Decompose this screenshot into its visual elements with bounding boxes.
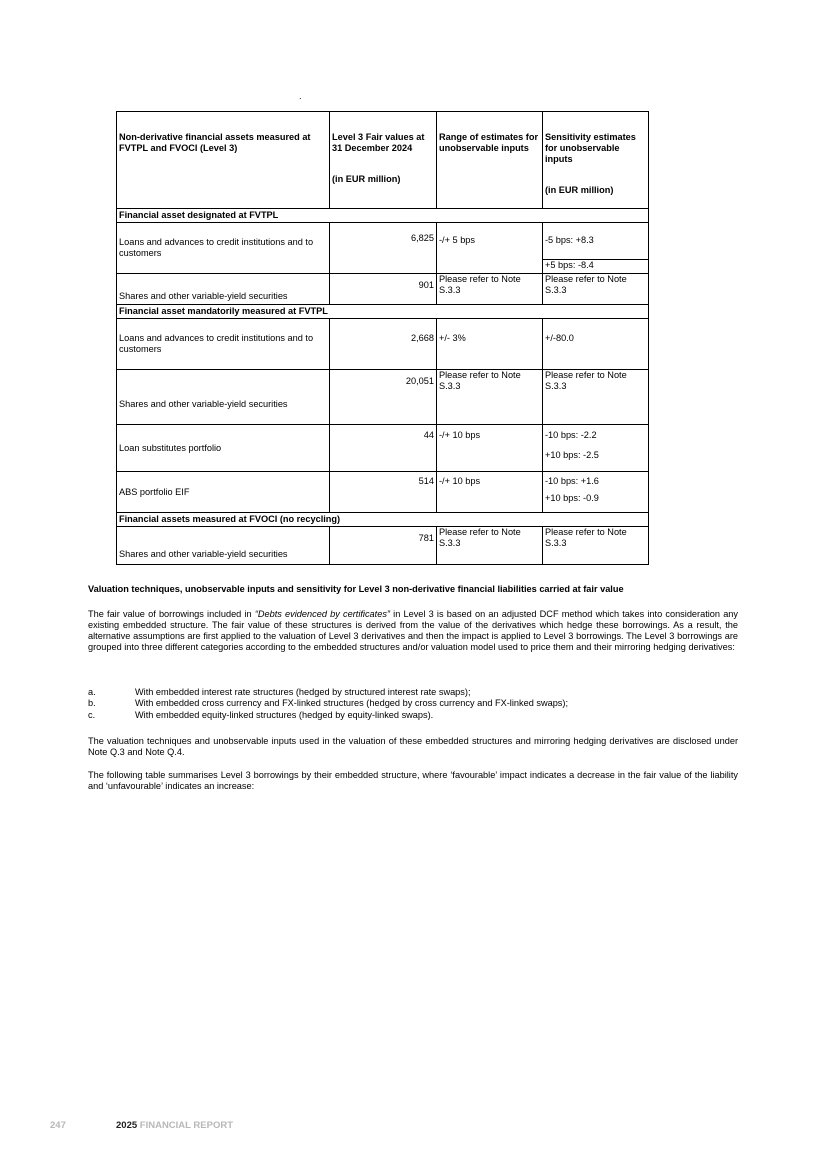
table-row: Shares and other variable-yield securities 20,051 Please refer to Note S.3.3 Please refer to Note S.3.3 (117, 370, 649, 425)
header-sensitivity: Sensitivity estimates for unobservable inputs (in EUR million) (543, 112, 649, 209)
list-item: a. With embedded interest rate structures (hedged by structured interest rate swaps); (88, 687, 471, 697)
stray-dot: . (299, 91, 302, 101)
level3-assets-table (116, 111, 649, 565)
sensitivity-pair: -10 bps: -2.2 +10 bps: -2.5 (543, 425, 649, 472)
list-item: c. With embedded equity-linked structures (hedged by equity-linked swaps). (88, 710, 434, 720)
section-row: Financial asset designated at FVTPL (117, 209, 649, 223)
list-item: b. With embedded cross currency and FX-linked structures (hedged by cross currency and FX-linked swaps); (88, 698, 569, 708)
table-row: Loans and advances to credit institutions and to customers 6,825 -/+ 5 bps -5 bps: +8.3 (117, 223, 649, 260)
header-asset-type: Non-derivative financial assets measured at FVTPL and FVOCI (Level 3) (117, 112, 330, 209)
table-row: Loans and advances to credit institutions and to customers 2,668 +/- 3% +/-80.0 (117, 319, 649, 370)
table-row: +5 bps: -8.4 (117, 260, 649, 274)
page-number: 247 (50, 1120, 66, 1131)
section-heading: Valuation techniques, unobservable inputs and sensitivity for Level 3 non-derivative financial liabilities carried at fair value (88, 584, 624, 594)
paragraph-valuation: The valuation techniques and unobservable inputs used in the valuation of these embedded structures and mirroring hedging derivatives are disclosed under Note Q.3 and Note Q.4. (88, 736, 738, 757)
header-range: Range of estimates for unobservable inputs (437, 112, 543, 209)
table-row: Shares and other variable-yield securities 781 Please refer to Note S.3.3 Please refer to Note S.3.3 (117, 527, 649, 565)
sensitivity-pair: -10 bps: +1.6 +10 bps: -0.9 (543, 472, 649, 513)
table-header-row (117, 112, 649, 209)
section-row: Financial assets measured at FVOCI (no recycling) (117, 513, 649, 527)
table-row: Shares and other variable-yield securities 901 Please refer to Note S.3.3 Please refer to Note S.3.3 (117, 274, 649, 305)
header-fair-value: Level 3 Fair values at 31 December 2024 (in EUR million) (330, 112, 437, 209)
paragraph-debts: The fair value of borrowings included in “Debts evidenced by certificates” in Level 3 is based on an adjusted DCF method which takes into consideration any existing embedded structure. The fair value of these structures is derived from the value of the derivatives which hedge these borrowings. As a result, the alternative assumptions are first applied to the valuation of Level 3 derivatives and then the impact is applied to Level 3 borrowings. The Level 3 borrowings are grouped into three different categories according to the embedded structures and/or valuation model used to price them and their mirroring hedging derivatives: (88, 609, 739, 652)
table-row: Loan substitutes portfolio 44 -/+ 10 bps -10 bps: -2.2 +10 bps: -2.5 (117, 425, 649, 472)
section-row: Financial asset mandatorily measured at FVTPL (117, 305, 649, 319)
paragraph-summary: The following table summarises Level 3 borrowings by their embedded structure, where ‘favourable’ impact indicates a decrease in the fair value of the liability and ‘unfavourable’ indicates an increase: (88, 770, 738, 791)
table-row: ABS portfolio EIF 514 -/+ 10 bps -10 bps: +1.6 +10 bps: -0.9 (117, 472, 649, 513)
report-title: 2025 FINANCIAL REPORT (116, 1120, 234, 1131)
